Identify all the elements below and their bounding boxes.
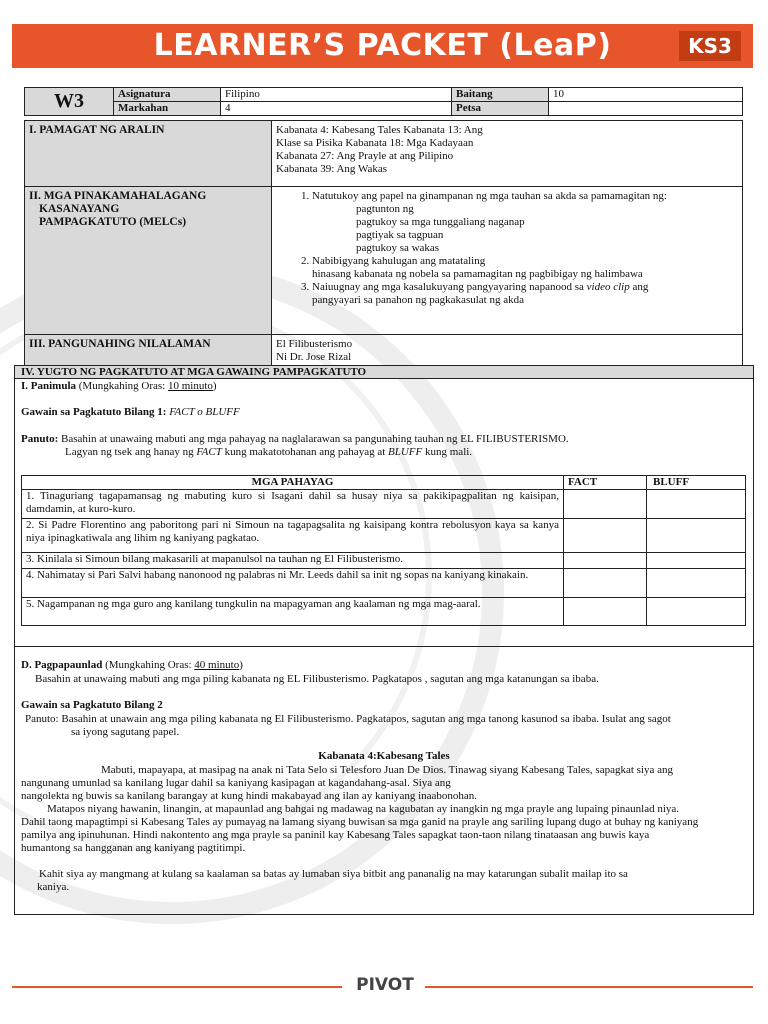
pamagat-line: Kabanata 4: Kabesang Tales Kabanata 13: Ang bbox=[276, 124, 483, 136]
fact-checkbox-cell[interactable] bbox=[564, 490, 647, 519]
footer-rule-right bbox=[425, 986, 753, 988]
statement-cell: 2. Si Padre Florentino ang paboritong pari ni Simoun na tagapagsalita ng kaisipang kontra rebolusyon kaya sa kanya niya ipinagkatiwala ang lihim ng kaniyang pagkatao. bbox=[22, 519, 564, 553]
bluff-checkbox-cell[interactable] bbox=[647, 490, 746, 519]
melc-content bbox=[272, 187, 743, 335]
pagpapaunlad-text: Basahin at unawaing mabuti ang mga piling kabanata ng EL Filibusterismo. Pagkatapos , sagutan ang mga katanungan sa ibaba. bbox=[35, 673, 599, 685]
section-divider bbox=[15, 646, 753, 647]
melc-item: 3. Naiuugnay ang mga kasalukuyang pangyayaring napanood sa video clip ang pangyayari sa panahon ng pagkakasulat ng akda bbox=[312, 281, 738, 307]
gawain1-heading: Gawain sa Pagkatuto Bilang 1: FACT o BLUFF bbox=[21, 406, 240, 418]
melc-list bbox=[276, 190, 738, 307]
yugto-heading: IV. YUGTO NG PAGKATUTO AT MGA GAWAING PAMPAGKATUTO bbox=[15, 366, 753, 379]
key-stage-badge: KS3 bbox=[679, 31, 741, 61]
panuto2: Panuto: Basahin at unawain ang mga piling kabanata ng El Filibusterismo. Pagkatapos, sagutan ang mga tanong kasunod sa ibaba. Isulat ang sagot sa iyong sagutang papel. bbox=[25, 713, 671, 738]
bluff-checkbox-cell[interactable] bbox=[647, 598, 746, 626]
panimula-line: I. Panimula (Mungkahing Oras: 10 minuto) bbox=[21, 380, 217, 392]
pivot-logo: PIVOT bbox=[356, 975, 414, 995]
fact-bluff-table bbox=[21, 475, 746, 626]
sections-table bbox=[24, 120, 743, 368]
panuto1: Panuto: Basahin at unawaing mabuti ang mga pahayag na naglalarawan sa pangunahing tauhan ng EL FILIBUSTERISMO. Lagyan ng tsek ang hanay ng FACT kung makatotohanan ang pahayag at BLUFF kung mali. bbox=[21, 433, 569, 458]
kabanata-text: Mabuti, mapayapa, at masipag na anak ni Tata Selo si Telesforo Juan De Dios. Tinawag siyang Kabesang Tales, sapagkat siya ang nangunang umunlad sa kanilang lugar dahil sa kaniyang kasipagan at kagandahang-asal. Siya ang nangolekta ng buwis sa kanilang barangay at kung hindi makabayad ang ilan ay kaniyang inaabonohan. Matapos niyang hawanin, linangin, at mapaunlad ang bahgai ng madawag na kagubatan ay inangkin ng mga prayle ang lupaing pinaunlad niya. Dahil taong mapagtimpi si Kabesang Tales ay pumayag na lamang siyang buwisan sa mga ganid na prayle ang sariling lupang dugo at buhay ng kaniyang pamilya ang ipinuhunan. Hindi nakontento ang mga prayle sa paninil kay Kabesang Tales sapagkat taon-taon nilang tinataasan ang buwis kaya humantong sa hangganan ang kaniyang pagtitimpi. Kahit siya ay mangmang at kulang sa kaalaman sa batas ay lumaban siya bitbit ang pananalig na may katarungan subalit mailap ito sa kaniya. bbox=[21, 764, 699, 893]
bluff-checkbox-cell[interactable] bbox=[647, 519, 746, 553]
baitang-label: Baitang bbox=[452, 88, 549, 102]
fact-checkbox-cell[interactable] bbox=[564, 553, 647, 569]
pagpapaunlad-line: D. Pagpapaunlad (Mungkahing Oras: 40 minuto) bbox=[21, 659, 243, 671]
pamagat-content bbox=[272, 121, 743, 187]
petsa-value bbox=[549, 102, 743, 116]
activities-box bbox=[14, 365, 754, 915]
pamagat-line: Kabanata 39: Ang Wakas bbox=[276, 163, 388, 175]
markahan-label: Markahan bbox=[114, 102, 221, 116]
fact-checkbox-cell[interactable] bbox=[564, 598, 647, 626]
pamagat-heading: I. PAMAGAT NG ARALIN bbox=[25, 121, 272, 187]
footer-rule-left bbox=[12, 986, 342, 988]
melc-item: 2. Nabibigyang kahulugan ang matataling hinasang kabanata ng nobela sa pamamagitan ng pagbibigay ng halimbawa bbox=[312, 255, 738, 281]
melc-item: 1. Natutukoy ang papel na ginampanan ng mga tauhan sa akda sa pamamagitan ng: pagtunton ng pagtukoy sa mga tunggaliang naganap pagtiyak sa tagpuan pagtukoy sa wakas bbox=[312, 190, 738, 255]
pamagat-line: Klase sa Pisika Kabanata 18: Mga Kadayaan bbox=[276, 137, 474, 149]
bluff-checkbox-cell[interactable] bbox=[647, 553, 746, 569]
kabanata-title: Kabanata 4:Kabesang Tales bbox=[318, 750, 450, 762]
asignatura-label: Asignatura bbox=[114, 88, 221, 102]
fact-checkbox-cell[interactable] bbox=[564, 569, 647, 598]
statement-cell: 3. Kinilala si Simoun bilang makasarili at mapanulsol na tauhan ng El Filibusterismo. bbox=[22, 553, 564, 569]
header-mga-pahayag: MGA PAHAYAG bbox=[22, 476, 564, 490]
header-banner bbox=[12, 24, 753, 68]
melc-heading: II. MGA PINAKAMAHALAGANG KASANAYANG PAMPAGKATUTO (MELCs) bbox=[25, 187, 272, 335]
packet-title: LEARNER’S PACKET (LeaP) bbox=[153, 28, 612, 63]
baitang-value: 10 bbox=[549, 88, 743, 102]
nilalaman-content: El Filibusterismo Ni Dr. Jose Rizal bbox=[272, 335, 743, 368]
info-table bbox=[24, 87, 743, 116]
header-bluff: BLUFF bbox=[647, 476, 746, 490]
header-fact: FACT bbox=[564, 476, 647, 490]
week-label: W3 bbox=[25, 88, 114, 116]
nilalaman-heading: III. PANGUNAHING NILALAMAN bbox=[25, 335, 272, 368]
fact-checkbox-cell[interactable] bbox=[564, 519, 647, 553]
statement-cell: 5. Nagampanan ng mga guro ang kanilang tungkulin na mapagyaman ang kaalaman ng mga mag-aaral. bbox=[22, 598, 564, 626]
gawain2-heading: Gawain sa Pagkatuto Bilang 2 bbox=[21, 699, 163, 711]
bluff-checkbox-cell[interactable] bbox=[647, 569, 746, 598]
petsa-label: Petsa bbox=[452, 102, 549, 116]
asignatura-value: Filipino bbox=[221, 88, 452, 102]
pamagat-line: Kabanata 27: Ang Prayle at ang Pilipino bbox=[276, 150, 454, 162]
statement-cell: 1. Tinaguriang tagapamansag ng mabuting kuro si Isagani dahil sa husay niya sa pakikipagpalitan ng kaisipan, damdamin, at kuro-kuro. bbox=[22, 490, 564, 519]
statement-cell: 4. Nahimatay si Pari Salvi habang nanonood ng palabras ni Mr. Leeds dahil sa init ng sopas na kaniyang kinakain. bbox=[22, 569, 564, 598]
markahan-value: 4 bbox=[221, 102, 452, 116]
